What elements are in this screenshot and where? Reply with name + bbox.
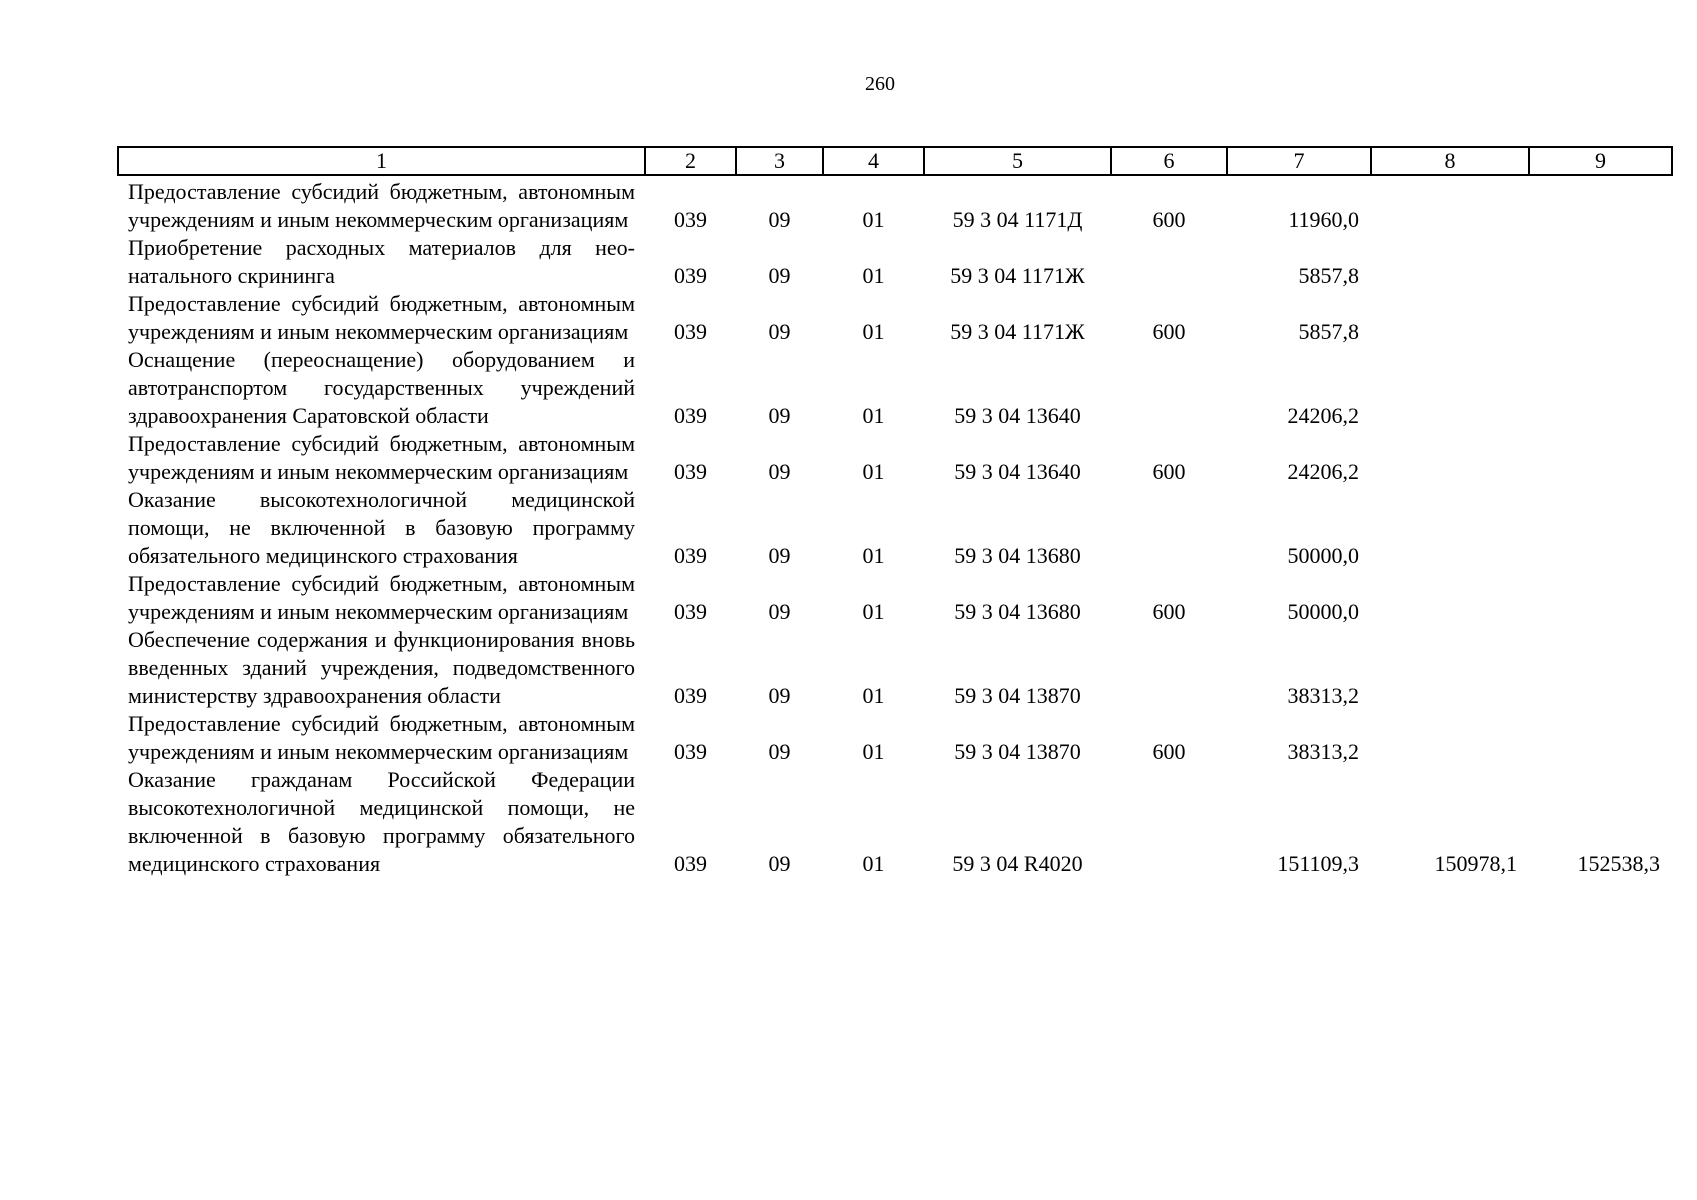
cell-ministry-code: 039 — [674, 543, 707, 568]
row-description: Оснащение (переоснащение) оборудованием и автотранспортом государственных учреждений здравоохранения Саратовской области — [128, 347, 635, 428]
cell-expense-type: 600 — [1152, 319, 1186, 344]
cell-expense-type — [1111, 346, 1227, 430]
cell-subsection-code: 01 — [862, 851, 885, 876]
column-number-row — [118, 147, 1672, 175]
row-description: Предоставление субсидий бюджетным, автономным учреждениям и иным некоммерческим организациям — [128, 431, 635, 484]
cell-target-article: 59 3 04 13640 — [954, 403, 1081, 428]
cell-amount-year-1: 50000,0 — [1287, 599, 1359, 624]
cell-target-article: 59 3 04 13680 — [954, 599, 1081, 624]
cell-target-article: 59 3 04 1171Ж — [950, 263, 1085, 288]
cell-expense-type: 600 — [1152, 599, 1186, 624]
cell-amount-year-1: 38313,2 — [1287, 739, 1359, 764]
cell-section-code: 09 — [768, 543, 791, 568]
cell-expense-type — [1111, 234, 1227, 290]
cell-section-code: 09 — [768, 851, 791, 876]
cell-amount-year-1: 24206,2 — [1287, 459, 1359, 484]
cell-amount-year-3 — [1529, 430, 1672, 486]
cell-subsection-code: 01 — [862, 543, 885, 568]
cell-amount-year-1: 5857,8 — [1298, 319, 1359, 344]
cell-ministry-code: 039 — [674, 459, 707, 484]
table-row — [118, 766, 1672, 878]
cell-amount-year-3 — [1529, 290, 1672, 346]
cell-amount-year-3 — [1529, 570, 1672, 626]
cell-ministry-code: 039 — [674, 403, 707, 428]
cell-section-code: 09 — [768, 403, 791, 428]
cell-expense-type: 600 — [1152, 207, 1186, 232]
column-header-9: 9 — [1529, 147, 1672, 175]
cell-amount-year-3 — [1529, 626, 1672, 710]
cell-ministry-code: 039 — [674, 739, 707, 764]
column-header-3: 3 — [736, 147, 823, 175]
table-body — [118, 175, 1672, 878]
table-row — [118, 710, 1672, 766]
cell-amount-year-2 — [1371, 175, 1529, 234]
cell-target-article: 59 3 04 1171Д — [952, 207, 1083, 232]
cell-target-article: 59 3 04 13870 — [954, 739, 1081, 764]
row-description: Приобретение расходных материалов для неонатального скрининга — [128, 235, 635, 288]
budget-table — [117, 146, 1673, 878]
cell-amount-year-1: 11960,0 — [1288, 207, 1359, 232]
cell-expense-type: 600 — [1152, 459, 1186, 484]
cell-amount-year-1: 50000,0 — [1287, 543, 1359, 568]
table-row — [118, 175, 1672, 234]
cell-amount-year-2 — [1371, 290, 1529, 346]
cell-section-code: 09 — [768, 207, 791, 232]
cell-expense-type — [1111, 486, 1227, 570]
cell-subsection-code: 01 — [862, 599, 885, 624]
cell-target-article: 59 3 04 13680 — [954, 543, 1081, 568]
cell-amount-year-2 — [1371, 486, 1529, 570]
table-row — [118, 234, 1672, 290]
cell-subsection-code: 01 — [862, 683, 885, 708]
column-header-1: 1 — [118, 147, 645, 175]
row-description: Предоставление субсидий бюджетным, автономным учреждениям и иным некоммерческим организациям — [128, 571, 635, 624]
cell-subsection-code: 01 — [862, 263, 885, 288]
row-description: Предоставление субсидий бюджетным, автономным учреждениям и иным некоммерческим организациям — [128, 291, 635, 344]
column-header-6: 6 — [1111, 147, 1227, 175]
cell-subsection-code: 01 — [862, 207, 885, 232]
row-description: Предоставление субсидий бюджетным, автономным учреждениям и иным некоммерческим организациям — [128, 711, 635, 764]
cell-subsection-code: 01 — [862, 319, 885, 344]
cell-amount-year-1: 5857,8 — [1298, 263, 1359, 288]
table-row — [118, 290, 1672, 346]
table-header — [118, 147, 1672, 175]
column-header-8: 8 — [1371, 147, 1529, 175]
cell-amount-year-2 — [1371, 234, 1529, 290]
column-header-5: 5 — [924, 147, 1111, 175]
cell-amount-year-3: 152538,3 — [1577, 851, 1660, 876]
row-description: Оказание гражданам Российской Федерации высокотехнологичной медицинской помощи, не включенной в базовую программу обязательного медицинского страхования — [128, 767, 635, 876]
cell-ministry-code: 039 — [674, 263, 707, 288]
row-description: Обеспечение содержания и функционирования вновь введенных зданий учреждения, подведомственного министерству здравоохранения области — [128, 627, 635, 708]
cell-expense-type: 600 — [1152, 739, 1186, 764]
cell-amount-year-3 — [1529, 234, 1672, 290]
cell-amount-year-3 — [1529, 486, 1672, 570]
cell-target-article: 59 3 04 13870 — [954, 683, 1081, 708]
cell-target-article: 59 3 04 1171Ж — [950, 319, 1085, 344]
cell-section-code: 09 — [768, 263, 791, 288]
cell-section-code: 09 — [768, 739, 791, 764]
cell-amount-year-2 — [1371, 430, 1529, 486]
cell-amount-year-1: 151109,3 — [1277, 851, 1359, 876]
column-header-2: 2 — [645, 147, 736, 175]
cell-ministry-code: 039 — [674, 683, 707, 708]
page-number: 260 — [865, 73, 895, 95]
table-row — [118, 626, 1672, 710]
table-row — [118, 346, 1672, 430]
cell-amount-year-3 — [1529, 346, 1672, 430]
cell-target-article: 59 3 04 R4020 — [952, 851, 1083, 876]
column-header-7: 7 — [1227, 147, 1371, 175]
cell-amount-year-2 — [1371, 710, 1529, 766]
cell-ministry-code: 039 — [674, 207, 707, 232]
cell-section-code: 09 — [768, 599, 791, 624]
cell-section-code: 09 — [768, 459, 791, 484]
column-header-4: 4 — [823, 147, 924, 175]
cell-expense-type — [1111, 626, 1227, 710]
cell-ministry-code: 039 — [674, 599, 707, 624]
cell-amount-year-2 — [1371, 626, 1529, 710]
cell-amount-year-2 — [1371, 346, 1529, 430]
row-description: Предоставление субсидий бюджетным, автономным учреждениям и иным некоммерческим организациям — [128, 179, 635, 232]
cell-ministry-code: 039 — [674, 319, 707, 344]
cell-target-article: 59 3 04 13640 — [954, 459, 1081, 484]
cell-subsection-code: 01 — [862, 459, 885, 484]
table-row — [118, 570, 1672, 626]
cell-amount-year-3 — [1529, 710, 1672, 766]
cell-amount-year-2 — [1371, 570, 1529, 626]
cell-amount-year-3 — [1529, 175, 1672, 234]
cell-subsection-code: 01 — [862, 739, 885, 764]
cell-subsection-code: 01 — [862, 403, 885, 428]
cell-ministry-code: 039 — [674, 851, 707, 876]
table-row — [118, 430, 1672, 486]
cell-expense-type — [1111, 766, 1227, 878]
cell-amount-year-1: 38313,2 — [1287, 683, 1359, 708]
cell-amount-year-1: 24206,2 — [1287, 403, 1359, 428]
cell-section-code: 09 — [768, 319, 791, 344]
table-row — [118, 486, 1672, 570]
row-description: Оказание высокотехнологичной медицинской помощи, не включенной в базовую программу обязательного медицинского страхования — [128, 487, 635, 568]
cell-amount-year-2: 150978,1 — [1434, 851, 1517, 876]
cell-section-code: 09 — [768, 683, 791, 708]
